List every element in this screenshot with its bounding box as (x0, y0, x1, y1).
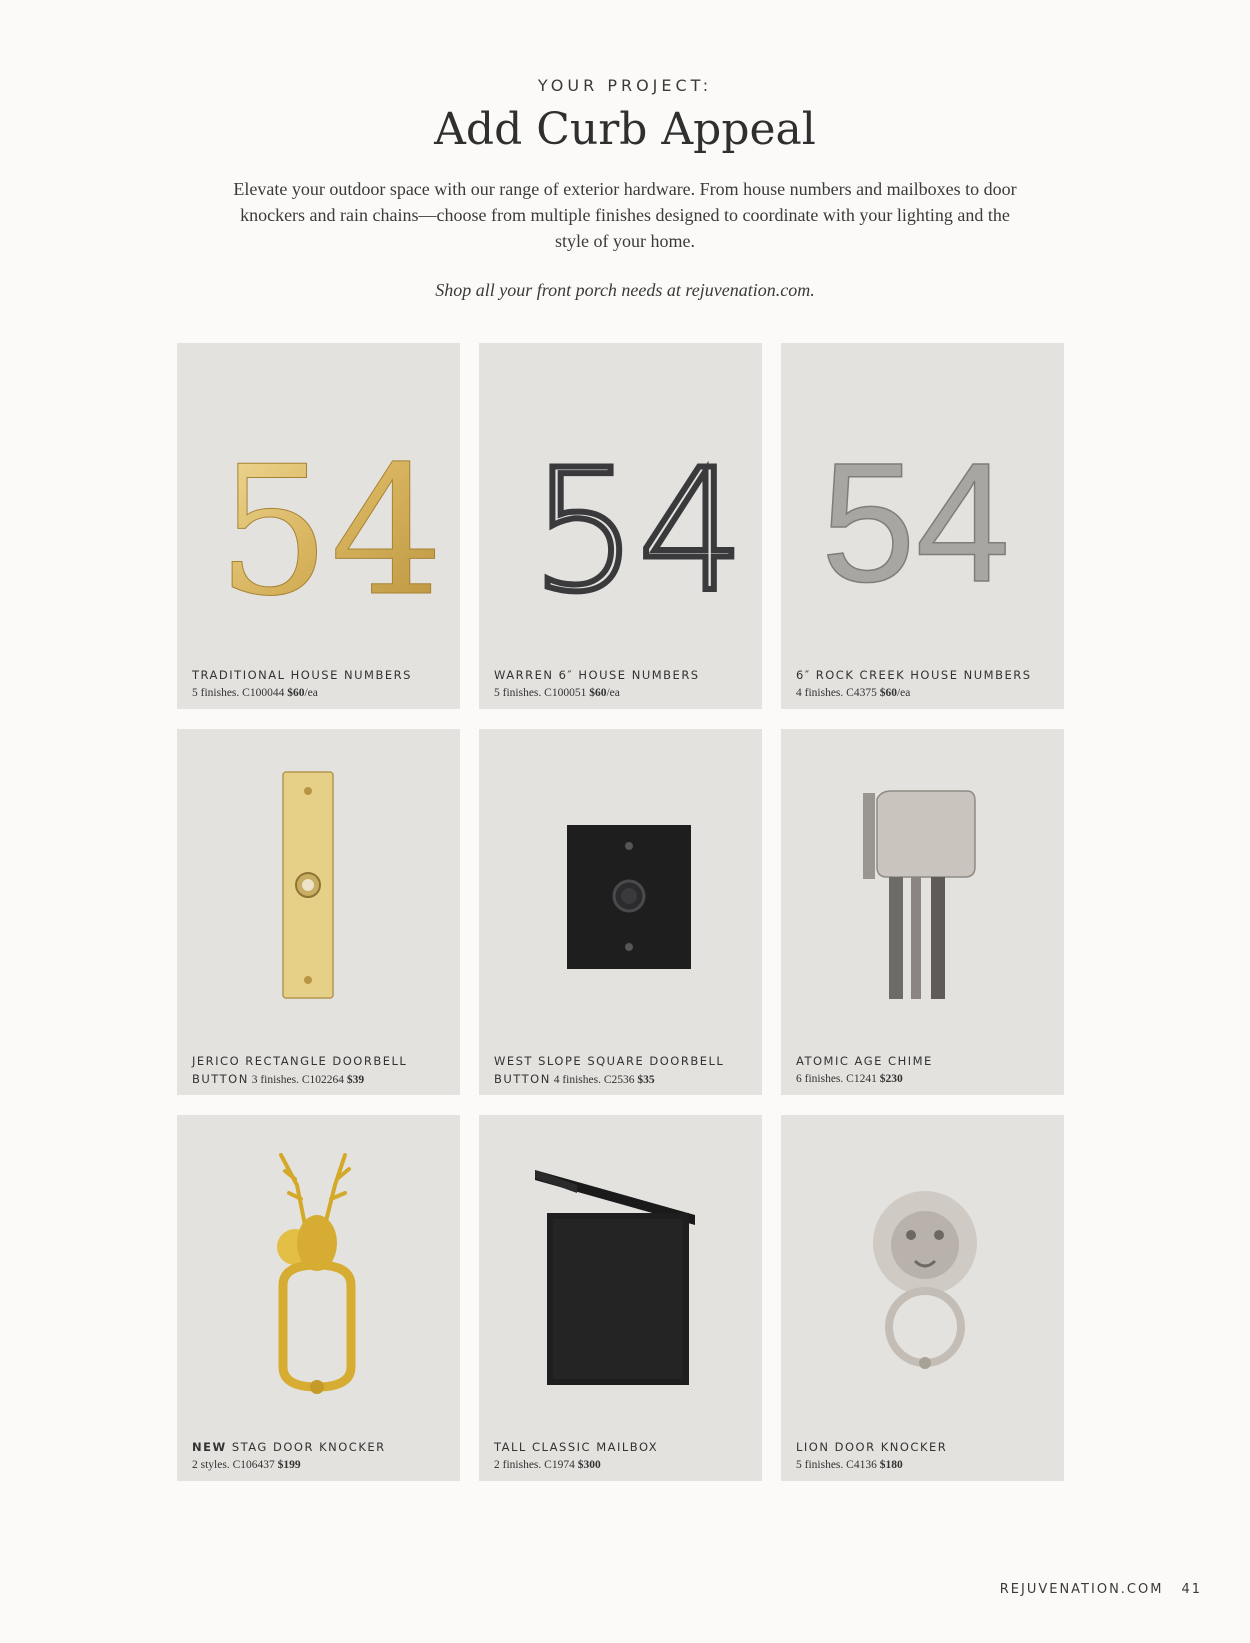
product-card-stag-door-knocker[interactable] (177, 1115, 460, 1481)
product-name: 6″ ROCK CREEK HOUSE NUMBERS (796, 668, 1032, 682)
product-name: LION DOOR KNOCKER (796, 1440, 948, 1454)
product-name: NEW STAG DOOR KNOCKER (192, 1440, 386, 1454)
product-name: JERICO RECTANGLE DOORBELL (192, 1054, 408, 1068)
product-meta: 2 styles. C106437 $199 (192, 1459, 301, 1471)
product-card-lion-door-knocker[interactable] (781, 1115, 1064, 1481)
jerico-doorbell-image (177, 729, 460, 1039)
product-name: WEST SLOPE SQUARE DOORBELL (494, 1054, 725, 1068)
product-card-warren-house-numbers[interactable] (479, 343, 762, 709)
page-footer (1000, 1582, 1202, 1597)
product-meta: 5 finishes. C100044 $60/ea (192, 687, 318, 699)
shop-line[interactable]: Shop all your front porch needs at rejuvenation.com. (435, 280, 815, 300)
intro-paragraph: Elevate your outdoor space with our range of exterior hardware. From house numbers and mailboxes to door knockers and rain chains—choose from multiple finishes designed to coordinate with your lighting and the style of your home. (233, 179, 1017, 251)
product-meta: BUTTON 4 finishes. C2536 $35 (494, 1072, 655, 1086)
mailbox-image (479, 1115, 762, 1425)
product-card-atomic-age-chime[interactable] (781, 729, 1064, 1095)
product-meta: 2 finishes. C1974 $300 (494, 1459, 601, 1471)
site-link[interactable]: REJUVENATION.COM (999, 1582, 1164, 1597)
numeral-text: 54 (821, 428, 1011, 618)
page-title: Add Curb Appeal (434, 104, 816, 155)
product-meta: 5 finishes. C4136 $180 (796, 1459, 903, 1471)
product-meta: 5 finishes. C100051 $60/ea (494, 687, 620, 699)
product-meta: 6 finishes. C1241 $230 (796, 1073, 903, 1085)
brass-house-numbers-image (177, 343, 460, 653)
product-name: WARREN 6″ HOUSE NUMBERS (494, 668, 700, 682)
product-card-tall-classic-mailbox[interactable] (479, 1115, 762, 1481)
product-name: TRADITIONAL HOUSE NUMBERS (192, 668, 412, 682)
west-slope-doorbell-image (479, 729, 762, 1039)
product-card-traditional-house-numbers[interactable] (177, 343, 460, 709)
bronze-house-numbers-image (479, 343, 762, 653)
lion-knocker-image (781, 1115, 1064, 1425)
numeral-text: 54 (217, 428, 444, 635)
page-number: 41 (1181, 1582, 1202, 1597)
atomic-chime-image (781, 729, 1064, 1039)
product-meta: 4 finishes. C4375 $60/ea (796, 687, 911, 699)
product-name: ATOMIC AGE CHIME (796, 1054, 933, 1068)
stag-knocker-image (177, 1115, 460, 1425)
product-grid (177, 343, 1064, 1481)
product-card-jerico-doorbell[interactable] (177, 729, 460, 1095)
product-meta: BUTTON 3 finishes. C102264 $39 (192, 1072, 365, 1086)
nickel-house-numbers-image (781, 343, 1064, 653)
numeral-text: 54 (531, 433, 745, 629)
product-card-rock-creek-house-numbers[interactable] (781, 343, 1064, 709)
product-card-west-slope-doorbell[interactable] (479, 729, 762, 1095)
product-name: TALL CLASSIC MAILBOX (494, 1440, 659, 1454)
eyebrow: YOUR PROJECT: (537, 76, 713, 95)
